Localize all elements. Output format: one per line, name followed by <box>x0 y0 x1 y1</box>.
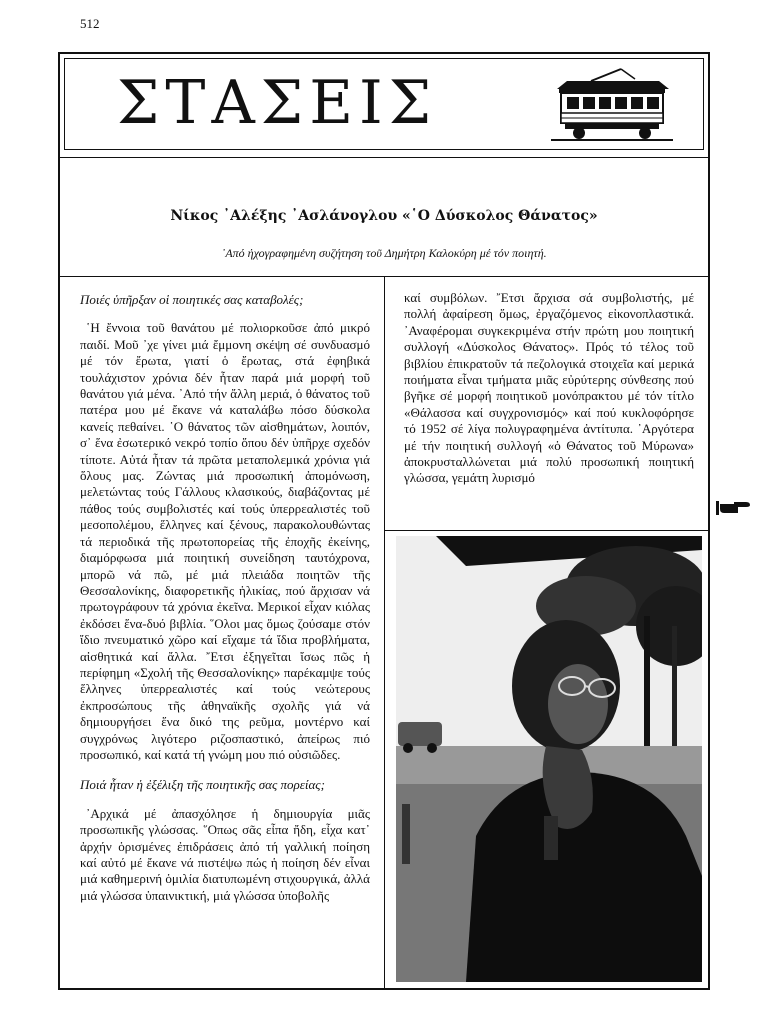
interview-question: Ποιές ὑπῆρξαν οἱ ποιητικές σας καταβολές; <box>80 292 304 307</box>
header-divider <box>60 157 708 158</box>
article-title: Νίκος ᾿Αλέξης ᾿Ασλάνογλου «῾Ο Δύσκολος Θάνατος» <box>170 208 598 224</box>
portrait-photo <box>396 536 702 982</box>
right-column <box>404 290 694 501</box>
pointing-hand-icon <box>716 500 752 516</box>
left-column <box>80 292 370 918</box>
interview-answer: ᾿Αρχικά μέ ἀπασχόλησε ἡ δημιουργία μιᾶς προσωπικῆς γλώσσας. ῞Οπως σᾶς εἶπα ἤδη, εἶχα κατ᾿ ἀρχήν ὁρισμένες ἐπιδράσεις ἀπό τή γαλλική ποίηση καί αὐτό μέ ἔκανε νά πιστέψω πώς ἡ ποίηση δέν εἶναι μιά καθημερινή ὁμιλία διατυπωμένη στιχουργικά, ἀλλά μιά γλώσσα ὑπαινικτική, μιά γλώσσα ὑποβολῆς <box>80 805 370 903</box>
interview-question: Ποιά ἦταν ἡ ἐξέλιξη τῆς ποιητικῆς σας πορείας; <box>80 777 325 793</box>
article-subtitle: ᾿Από ἠχογραφημένη συζήτηση τοῦ Δημήτρη Καλοκύρη μέ τόν ποιητή. <box>221 246 547 260</box>
column-title: ΣΤΑΣΕΙΣ <box>117 68 438 138</box>
photo-divider <box>384 530 708 531</box>
column-header <box>64 58 704 150</box>
interview-answer-continued: καί συμβόλων. ῎Ετσι ἄρχισα σά συμβολιστής, μέ πολλή ἀφαίρεση ὅμως, ἐργαζόμενος εἰκονοπλαστικά. ᾿Αναφέρομαι συγκεκριμένα στήν πρώτη μου ποιητική συλλογή «Δύσκολος Θάνατος». Πρός τό τέλος τοῦ βιβλίου ἐπικρατοῦν τά πεζολογικά στοιχεῖα καί μερικά ποιήματα εἶναι τμήματα μιᾶς εὐρύτερης σύνθεσης πού βγῆκε σέ μορφή ποιητικοῦ μονόπρακτου μέ τόν τίτλο «Θάλασσα καί συγχρονισμός» καί πού κυκλοφόρησε τό 1952 σέ λίγα πολυγραφημένα ἀντίτυπα. ᾿Αργότερα μέ τήν ποιητική συλλογή «ὁ Θάνατος τοῦ Μύρωνα» ἀποκρυσταλλώνεται μιά πολύ προσωπική ποιητική γλώσσα, γεμάτη λυρισμό <box>404 290 694 486</box>
column-divider <box>384 276 385 988</box>
tram-icon <box>551 67 673 143</box>
article-frame <box>58 52 710 990</box>
portrait-photo-illustration <box>396 536 702 982</box>
interview-answer: ῾Η ἔννοια τοῦ θανάτου μέ πολιορκοῦσε ἀπό μικρό παιδί. Μοῦ ᾿χε γίνει μιά ἔμμονη σκέψη σέ συνδυασμό μέ τόν ἔρωτα, γιατί ὁ ἔρωτας, στά ἐφηβικά τουλάχιστον χρόνια δέν ἦταν παρά μιά μορφή τοῦ θανάτου γιά μένα. ᾿Από τήν ἄλλη μεριά, ὁ θάνατος τοῦ πατέρα μου μέ ἔκανε νά καταλάβω πόσο δύσκολα κανείς πεθαίνει. ῾Ο θάνατος τῶν αἰσθημάτων, λοιπόν, σ᾿ ἕνα ἐσωτερικό νεκρό τοπίο ὅπου δέν ὑπῆρχε σχεδόν τίποτε. Αὐτά ἦταν τά πρῶτα μεταπολεμικά χρόνια γιά ὅλους μας. Ζώντας μιά προσωπική ἀπομόνωση, μελετώντας τούς Γάλλους κλασικούς, διαβάζοντας μέ πάθος τούς συμβολιστές καί τούς ὑπερρεαλιστές τοῦ μεσοπολέμου, ἕλληνες καί ξένους, παρακολουθώντας τά περιοδικά τῆς πρωτοπορείας τῆς ἐποχῆς ἐκείνης, διαμόρφωσα μιά ποιητική συνείδηση ταυτόχρονα, μπορῶ νά πῶ, μέ μιά πλειάδα ποιητῶν τῆς Θεσσαλονίκης, διαφορετικῆς ἡλικίας, πού ἄρχισαν νά πρωτογράφουν τά χρόνια ἐκεῖνα. Μερικοί εἶχαν κιόλας ἐκδόσει ἕνα-δυό βιβλία. ῞Ολοι μας ὅμως ζούσαμε στόν ἴδιο πνευματικό χῶρο καί εἴχαμε τά ἴδια προβλήματα, αἰσθητικά καί ἄλλα. ῎Ετσι ἐξηγεῖται ἴσως πῶς ἡ περίφημη «Σχολή τῆς Θεσσαλονίκης» παρέκαμψε τούς ἕλληνες ὑπερρεαλιστές καί τούς νεώτερους ἐκπροσώπους τῆς ἀθηναϊκῆς σχολῆς γιά νά δημιουργήσει ἕνα δικό της ρεῦμα, μοντέρνο καί συγχρόνως λιγότερο ριζοσπαστικό, ἀπείρως πιό προσωπικό, καί κατά τή γνώμη μου πιό οὐσιῶδες. <box>80 320 370 762</box>
page-number: 512 <box>80 16 100 31</box>
